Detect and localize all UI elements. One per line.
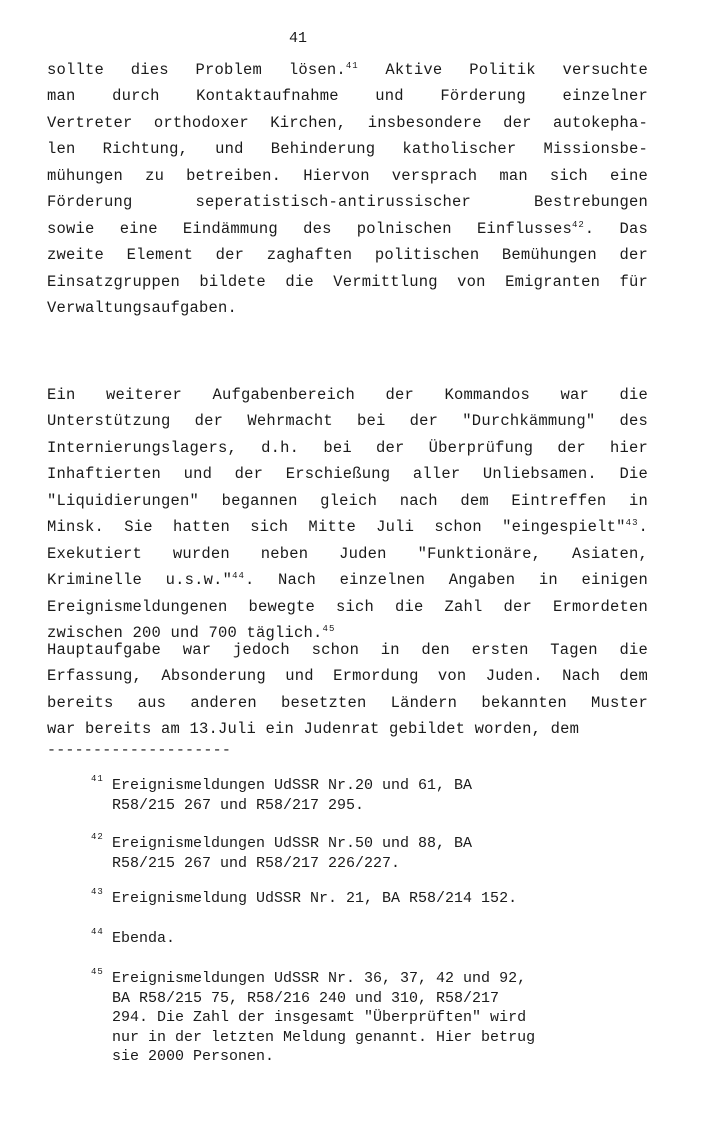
footnote-separator: -------------------- [47, 742, 232, 759]
footnote-reference: 44 [232, 571, 245, 582]
text-line [47, 694, 648, 712]
text-segment: Unterstützung der Wehrmacht bei der "Durchkämmung" des [47, 412, 648, 431]
footnote-number: 45 [91, 967, 104, 977]
text-line [47, 273, 648, 291]
text-segment: Erfassung, Absonderung und Ermordung von Juden. Nach dem [47, 667, 648, 686]
text-segment: Hauptaufgabe war jedoch schon in den ersten Tagen die [47, 641, 648, 659]
footnote-reference: 43 [625, 518, 639, 529]
footnote [91, 927, 176, 950]
text-segment: zwischen 200 und 700 täglich. [47, 624, 323, 643]
text-line [47, 545, 648, 563]
text-segment: Einsatzgruppen bildete die Vermittlung von Emigranten für [47, 272, 648, 291]
text-segment: Exekutiert wurden neben Juden "Funktionäre, Asiaten, [47, 544, 648, 563]
text-segment: sowie eine Eindämmung des polnischen Einflusses [47, 219, 572, 238]
footnote-line: R58/215 267 und R58/217 226/227. [112, 854, 401, 872]
footnote-line: sie 2000 Personen. [112, 1048, 275, 1065]
text-line [47, 193, 648, 211]
text-line [47, 61, 648, 79]
text-line [47, 439, 648, 457]
text-segment: . Nach einzelnen Angaben in einigen [244, 571, 649, 590]
footnote-number: 41 [91, 774, 104, 784]
footnote-reference: 45 [322, 624, 336, 635]
footnote-line: Ereignismeldungen UdSSR Nr.50 und 88, BA [112, 835, 473, 852]
footnote [91, 887, 518, 910]
text-segment: . [638, 518, 648, 537]
text-segment: len Richtung, und Behinderung katholischer Missionsbe- [47, 140, 648, 159]
text-segment: mühungen zu betreiben. Hiervon versprach man sich eine [47, 166, 648, 185]
text-line [47, 246, 648, 264]
footnote-line: 294. Die Zahl der insgesamt "Überprüften" wird [112, 1009, 527, 1026]
text-line [47, 114, 648, 132]
text-segment: Verwaltungsaufgaben. [47, 299, 238, 318]
text-line [47, 167, 648, 185]
footnote-line: Ereignismeldungen UdSSR Nr. 36, 37, 42 und 92, [112, 970, 527, 987]
text-line [47, 87, 648, 105]
text-line [47, 465, 648, 483]
text-segment: Ein weiterer Aufgabenbereich der Kommandos war die [47, 386, 648, 404]
text-segment: Minsk. Sie hatten sich Mitte Juli schon "eingespielt" [47, 518, 626, 537]
footnote-line: nur in der letzten Meldung genannt. Hier betrug [112, 1028, 536, 1046]
text-segment: zweite Element der zaghaften politischen Bemühungen der [47, 246, 648, 265]
text-line [47, 624, 648, 642]
text-segment: war bereits am 13.Juli ein Judenrat gebildet worden, dem [47, 720, 580, 739]
text-segment: Inhaftierten und der Erschießung aller Unliebsamen. Die [47, 465, 648, 484]
text-line [47, 492, 648, 510]
text-segment: Aktive Politik versuchte [358, 61, 648, 79]
text-segment: Ereignismeldungenen bewegte sich die Zahl der Ermordeten [47, 597, 648, 616]
text-segment: Kriminelle u.s.w." [47, 571, 233, 590]
text-segment: bereits aus anderen besetzten Ländern bekannten Muster [47, 693, 648, 712]
text-segment: "Liquidierungen" begannen gleich nach dem Eintreffen in [47, 491, 648, 510]
text-line [47, 386, 648, 404]
text-line [47, 720, 648, 738]
text-segment: man durch Kontaktaufnahme und Förderung einzelner [47, 87, 648, 106]
footnote [91, 774, 473, 816]
footnote-number: 43 [91, 887, 104, 897]
text-line [47, 641, 648, 659]
footnote-reference: 42 [571, 219, 585, 230]
footnote-line: Ereignismeldungen UdSSR Nr.20 und 61, BA [112, 777, 473, 794]
text-segment: Förderung seperatistisch-antirussischer Bestrebungen [47, 193, 648, 212]
text-segment: Vertreter orthodoxer Kirchen, insbesondere der autokepha- [47, 113, 648, 132]
text-line [47, 667, 648, 685]
footnote [91, 967, 536, 1068]
text-line [47, 412, 648, 430]
footnote-number: 44 [91, 927, 104, 937]
text-segment: sollte dies Problem lösen. [47, 61, 346, 79]
text-line [47, 299, 648, 317]
text-segment: Internierungslagers, d.h. bei der Überprüfung der hier [47, 438, 648, 457]
footnote-line: R58/215 267 und R58/217 295. [112, 796, 365, 814]
footnote-reference: 41 [345, 61, 359, 71]
text-line [47, 598, 648, 616]
footnote-line: Ebenda. [112, 930, 176, 947]
footnote-line: BA R58/215 75, R58/216 240 und 310, R58/217 [112, 989, 500, 1007]
text-segment: . Das [584, 219, 648, 238]
text-line [47, 140, 648, 158]
footnote-number: 42 [91, 832, 104, 842]
text-line [47, 518, 648, 536]
footnote [91, 832, 473, 874]
footnote-line: Ereignismeldung UdSSR Nr. 21, BA R58/214 152. [112, 890, 518, 907]
text-line [47, 220, 648, 238]
text-line [47, 571, 648, 589]
page-number: 41 [288, 30, 307, 47]
